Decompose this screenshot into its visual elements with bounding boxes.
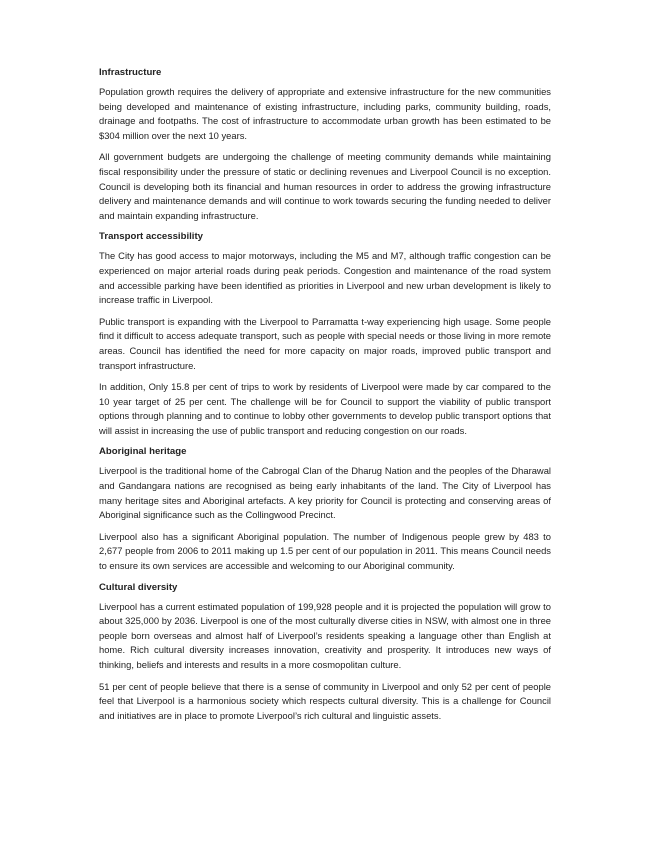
paragraph: Liverpool also has a significant Aboriginal population. The number of Indigenous people grew by 483 to 2,677 people from 2006 to 2011 making up 1.5 per cent of our population in 2011. This means Council needs to ensure its own services are accessible and welcoming to our Aboriginal community. <box>99 530 551 572</box>
section-heading: Cultural diversity <box>99 581 178 593</box>
section-heading: Aboriginal heritage <box>99 446 187 458</box>
section-heading: Infrastructure <box>99 67 162 78</box>
paragraph: 51 per cent of people believe that there is a sense of community in Liverpool and only 52 per cent of people feel that Liverpool is a harmonious society which respects cultural diversity. This is a challenge for Council and initiatives are in place to promote Liverpool’s rich cultural and linguistic assets. <box>99 680 551 721</box>
paragraph: Public transport is expanding with the Liverpool to Parramatta t-way experiencing high usage. Some people find it difficult to access adequate transport, such as people with special needs or those living in more remote areas. Council has identified the need for more capacity on major roads, improved public transport and transport infrastructure. <box>99 315 551 371</box>
section-infrastructure <box>99 66 551 223</box>
paragraph: Liverpool has a current estimated population of 199,928 people and it is projected the population will grow to about 325,000 by 2036. Liverpool is one of the most culturally diverse cities in NSW, with almost one in three people born overseas and almost half of Liverpool’s residents speaking a language other than English at home. Rich cultural diversity increases innovation, creativity and prosperity. It introduces new ways of thinking, beliefs and interests and results in a more cosmopolitan culture. <box>99 600 551 670</box>
paragraph: The City has good access to major motorways, including the M5 and M7, although traffic congestion can be experienced on major arterial roads during peak periods. Congestion and maintenance of the road system and accessible parking have been identified as priorities in Liverpool and new urban development is likely to increase traffic in Liverpool. <box>99 250 551 306</box>
section-cultural-diversity <box>99 581 551 724</box>
section-heading: Transport accessibility <box>99 231 203 243</box>
section-aboriginal-heritage <box>99 445 551 573</box>
paragraph: Liverpool is the traditional home of the Cabrogal Clan of the Dharug Nation and the peoples of the Dharawal and Gandangara nations are recognised as being early inhabitants of the land. The City of Liverpool has many heritage sites and Aboriginal artefacts. A key priority for Council is protecting and conserving areas of Aboriginal significance such as the Collingwood Precinct. <box>99 465 551 521</box>
section-transport-accessibility <box>99 230 551 438</box>
paragraph: In addition, Only 15.8 per cent of trips to work by residents of Liverpool were made by car compared to the 10 year target of 25 per cent. The challenge will be for Council to support the viability of public transport options through planning and to continue to lobby other governments to develop public transport options that will assist in increasing the use of public transport and reducing congestion on our roads. <box>99 381 551 436</box>
paragraph: Population growth requires the delivery of appropriate and extensive infrastructure for the new communities being developed and maintenance of existing infrastructure, including parks, community building, roads, drainage and footpaths. The cost of infrastructure to accommodate urban growth has been estimated to be $304 million over the next 10 years. <box>99 86 551 141</box>
paragraph: All government budgets are undergoing the challenge of meeting community demands while maintaining fiscal responsibility under the pressure of static or declining revenues and Liverpool Council is no exception. Council is developing both its financial and human resources in order to address the growing infrastructure delivery and maintenance demands and will continue to work towards securing the funding needed to deliver and maintain expanding infrastructure. <box>99 151 551 221</box>
